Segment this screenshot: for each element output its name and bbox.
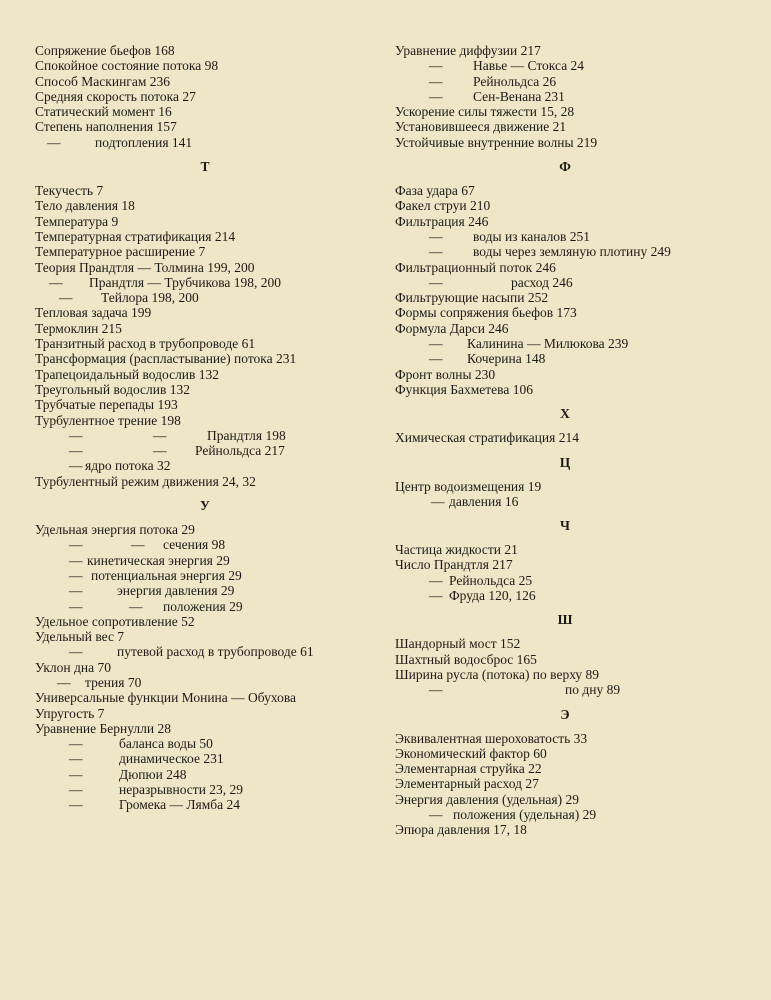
index-entry-text: кинетическая энергия 29	[87, 552, 230, 568]
index-subentry	[35, 782, 375, 797]
index-entry	[395, 479, 735, 494]
index-entry-text: Устойчивые внутренние волны 219	[395, 134, 598, 150]
index-entry	[395, 731, 735, 746]
index-subentry	[35, 428, 375, 443]
index-entry-text: Элементарный расход 27	[395, 776, 539, 792]
index-entry-text: Формы сопряжения бьефов 173	[395, 305, 577, 321]
index-entry-text: Факел струи 210	[395, 198, 491, 214]
index-entry-text: Рейнольдса 217	[195, 443, 285, 459]
index-entry-text: Шандорный мост 152	[395, 636, 521, 652]
index-entry-text: потенциальная энергия 29	[91, 567, 242, 583]
index-entry-text: расход 246	[511, 274, 573, 290]
ditto-dash: —	[429, 588, 443, 604]
index-letter-heading: Ц	[559, 454, 571, 470]
index-entry-text: динамическое 231	[119, 751, 224, 767]
index-entry	[35, 629, 375, 644]
ditto-dash: —	[69, 644, 83, 660]
index-entry-text: Уклон дна 70	[35, 659, 111, 675]
index-entry-text: Центр водоизмещения 19	[395, 478, 542, 494]
index-entry	[395, 382, 735, 397]
ditto-dash: —	[69, 766, 83, 782]
index-entry	[35, 614, 375, 629]
index-entry-text: Сопряжение бьефов 168	[35, 43, 175, 58]
index-entry-text: Фаза удара 67	[395, 183, 475, 199]
index-entry-text: Ускорение силы тяжести 15, 28	[395, 104, 575, 120]
index-entry	[395, 119, 735, 134]
ditto-dash: —	[131, 537, 145, 553]
index-entry	[35, 321, 375, 336]
ditto-dash: —	[69, 567, 83, 583]
index-entry	[35, 351, 375, 366]
index-entry-text: Трапецоидальный водослив 132	[35, 366, 220, 382]
index-entry	[395, 198, 735, 213]
index-entry-text: Громека — Лямба 24	[119, 797, 240, 813]
index-entry	[395, 321, 735, 336]
index-entry-text: Эквивалентная шероховатость 33	[395, 730, 588, 746]
index-entry-text: Число Прандтля 217	[395, 557, 513, 573]
index-entry-text: Треугольный водослив 132	[35, 381, 190, 397]
ditto-dash: —	[69, 583, 83, 599]
index-entry-text: Ширина русла (потока) по верху 89	[395, 666, 600, 682]
index-entry	[395, 305, 735, 320]
index-entry	[35, 397, 375, 412]
ditto-dash: —	[429, 58, 443, 74]
index-entry-text: Калинина — Милюкова 239	[467, 336, 629, 352]
index-entry	[35, 89, 375, 104]
index-entry-text: Функция Бахметева 106	[395, 381, 533, 397]
index-subentry	[395, 682, 735, 697]
index-entry	[395, 667, 735, 682]
ditto-dash: —	[429, 806, 443, 822]
ditto-dash: —	[69, 598, 83, 614]
ditto-dash: —	[429, 73, 443, 89]
index-entry-text: Статический момент 16	[35, 104, 172, 120]
index-entry	[35, 413, 375, 428]
index-entry-text: Температурное расширение 7	[35, 244, 206, 260]
index-subentry	[35, 767, 375, 782]
index-entry-text: Эпюра давления 17, 18	[395, 822, 527, 838]
index-entry-text: воды из каналов 251	[473, 228, 591, 244]
index-entry-text: Прандтля — Трубчикова 198, 200	[89, 274, 282, 290]
index-subentry	[35, 675, 375, 690]
ditto-dash: —	[49, 274, 63, 290]
index-entry	[35, 104, 375, 119]
index-entry-text: сечения 98	[163, 537, 226, 553]
index-letter-heading: Ф	[559, 159, 571, 175]
index-entry	[35, 367, 375, 382]
index-entry-text: по дну 89	[565, 682, 621, 698]
index-entry	[35, 336, 375, 351]
index-entry-text: неразрывности 23, 29	[119, 782, 244, 798]
index-entry-text: Рейнольдса 25	[449, 572, 533, 588]
index-entry	[395, 430, 735, 445]
index-entry-text: Дюпюи 248	[119, 766, 187, 782]
index-entry	[35, 706, 375, 721]
index-subentry	[395, 588, 735, 603]
index-entry-text: положения (удельная) 29	[453, 806, 597, 822]
index-entry-text: Удельный вес 7	[35, 629, 125, 645]
index-entry-text: Уравнение Бернулли 28	[35, 720, 171, 736]
index-entry-text: путевой расход в трубопроводе 61	[117, 644, 314, 660]
index-entry	[35, 198, 375, 213]
index-subentry	[35, 537, 375, 552]
index-subentry	[35, 751, 375, 766]
index-entry-text: Фильтрующие насыпи 252	[395, 290, 549, 306]
index-entry	[395, 776, 735, 791]
index-letter-heading: Т	[200, 159, 210, 175]
index-subentry	[395, 58, 735, 73]
index-entry-text: Тейлора 198, 200	[101, 290, 199, 306]
index-entry	[35, 382, 375, 397]
index-subentry	[35, 553, 375, 568]
index-entry-text: давления 16	[449, 493, 519, 509]
index-entry-text: Кочерина 148	[467, 351, 546, 367]
index-entry-text: Прандтля 198	[207, 427, 286, 443]
index-column-right	[395, 43, 735, 838]
ditto-dash: —	[69, 751, 83, 767]
index-column-left	[35, 43, 375, 813]
index-entry-text: Элементарная струйка 22	[395, 761, 542, 777]
index-entry	[35, 229, 375, 244]
index-subentry	[35, 568, 375, 583]
index-entry	[35, 119, 375, 134]
index-entry	[35, 244, 375, 259]
index-entry	[35, 721, 375, 736]
index-entry	[395, 367, 735, 382]
index-entry	[395, 104, 735, 119]
index-subentry	[35, 275, 375, 290]
ditto-dash: —	[153, 443, 167, 459]
index-entry	[35, 74, 375, 89]
index-entry	[395, 761, 735, 776]
ditto-dash: —	[153, 427, 167, 443]
index-entry-text: Энергия давления (удельная) 29	[395, 791, 579, 807]
index-entry-text: Шахтный водосброс 165	[395, 651, 537, 667]
index-entry	[395, 822, 735, 837]
index-entry-text: Тело давления 18	[35, 198, 135, 214]
index-entry-text: баланса воды 50	[119, 736, 213, 752]
index-subentry	[35, 458, 375, 473]
index-entry-text: Установившееся движение 21	[395, 119, 567, 135]
index-subentry	[395, 244, 735, 259]
index-entry-text: Температура 9	[35, 213, 119, 229]
index-entry-text: воды через земляную плотину 249	[473, 244, 671, 260]
index-entry-text: Транзитный расход в трубопроводе 61	[35, 336, 256, 352]
index-entry-text: Уравнение диффузии 217	[395, 43, 541, 58]
index-entry-text: Химическая стратификация 214	[395, 430, 579, 446]
index-entry-text: Частица жидкости 21	[395, 542, 518, 558]
index-entry-text: Универсальные функции Монина — Обухова	[35, 690, 297, 706]
index-subentry	[395, 336, 735, 351]
index-entry-text: Фруда 120, 126	[449, 588, 536, 604]
ditto-dash: —	[69, 736, 83, 752]
index-subentry	[395, 74, 735, 89]
index-entry	[35, 214, 375, 229]
ditto-dash: —	[429, 274, 443, 290]
index-entry	[395, 557, 735, 572]
index-entry-text: Фронт волны 230	[395, 366, 496, 382]
index-entry-text: Навье — Стокса 24	[473, 58, 585, 74]
ditto-dash: —	[69, 537, 83, 553]
index-entry	[35, 690, 375, 705]
ditto-dash: —	[429, 682, 443, 698]
index-entry-text: Фильтрационный поток 246	[395, 259, 556, 275]
index-subentry	[35, 135, 375, 150]
index-subentry	[35, 599, 375, 614]
index-letter-heading: Х	[560, 406, 570, 422]
ditto-dash: —	[69, 458, 83, 474]
index-entry	[395, 792, 735, 807]
index-entry-text: подтопления 141	[95, 134, 193, 150]
index-entry-text: Формула Дарси 246	[395, 320, 509, 336]
index-entry-text: Турбулентное трение 198	[35, 412, 181, 428]
index-entry	[395, 652, 735, 667]
index-entry	[35, 183, 375, 198]
index-subentry	[35, 583, 375, 598]
index-entry-text: Трубчатые перепады 193	[35, 397, 178, 413]
index-subentry	[35, 644, 375, 659]
index-subentry	[395, 807, 735, 822]
index-entry-text: Теория Прандтля — Толмина 199, 200	[35, 259, 255, 275]
index-subentry	[395, 275, 735, 290]
ditto-dash: —	[47, 134, 61, 150]
index-entry	[395, 746, 735, 761]
index-entry-text: Термоклин 215	[35, 320, 122, 336]
ditto-dash: —	[57, 674, 71, 690]
index-subentry	[395, 351, 735, 366]
index-entry-text: Трансформация (распластывание) потока 231	[35, 351, 297, 367]
index-entry	[35, 474, 375, 489]
index-entry	[395, 183, 735, 198]
ditto-dash: —	[429, 228, 443, 244]
ditto-dash: —	[429, 572, 443, 588]
index-entry-text: Сен-Венана 231	[473, 88, 565, 104]
index-letter-heading: Ч	[560, 518, 570, 534]
ditto-dash: —	[59, 290, 73, 306]
index-letter-heading: У	[200, 498, 210, 514]
index-entry-text: ядро потока 32	[85, 458, 171, 474]
ditto-dash: —	[431, 493, 445, 509]
index-entry-text: Рейнольдса 26	[473, 73, 557, 89]
ditto-dash: —	[429, 351, 443, 367]
index-entry-text: Текучесть 7	[35, 183, 104, 199]
index-entry	[35, 305, 375, 320]
ditto-dash: —	[429, 88, 443, 104]
ditto-dash: —	[69, 427, 83, 443]
index-entry	[395, 43, 735, 58]
index-entry-text: Экономический фактор 60	[395, 745, 547, 761]
ditto-dash: —	[129, 598, 143, 614]
index-entry-text: Фильтрация 246	[395, 213, 489, 229]
index-entry	[395, 135, 735, 150]
index-entry-text: Температурная стратификация 214	[35, 228, 236, 244]
index-entry-text: трения 70	[85, 674, 142, 690]
index-entry-text: Удельное сопротивление 52	[35, 613, 195, 629]
ditto-dash: —	[69, 443, 83, 459]
ditto-dash: —	[429, 336, 443, 352]
index-letter-heading: Э	[560, 706, 570, 722]
index-entry-text: Удельная энергия потока 29	[35, 522, 195, 538]
index-letter-heading: Ш	[557, 612, 573, 628]
index-entry-text: Способ Маскингам 236	[35, 73, 170, 89]
index-subentry	[35, 443, 375, 458]
index-subentry	[35, 797, 375, 812]
index-entry-text: Тепловая задача 199	[35, 305, 152, 321]
index-entry	[395, 290, 735, 305]
index-entry	[395, 542, 735, 557]
ditto-dash: —	[69, 797, 83, 813]
index-entry-text: Степень наполнения 157	[35, 119, 177, 135]
ditto-dash: —	[69, 782, 83, 798]
index-entry-text: Средняя скорость потока 27	[35, 88, 196, 104]
index-subentry	[395, 494, 735, 509]
ditto-dash: —	[429, 244, 443, 260]
index-entry-text: Турбулентный режим движения 24, 32	[35, 473, 256, 489]
index-subentry	[35, 736, 375, 751]
index-entry	[35, 58, 375, 73]
index-entry	[35, 660, 375, 675]
index-entry	[35, 522, 375, 537]
index-entry	[395, 636, 735, 651]
index-entry-text: энергия давления 29	[117, 583, 235, 599]
index-entry	[395, 260, 735, 275]
index-subentry	[35, 290, 375, 305]
index-subentry	[395, 89, 735, 104]
index-subentry	[395, 573, 735, 588]
index-entry	[35, 260, 375, 275]
index-entry-text: положения 29	[163, 598, 243, 614]
index-entry-text: Спокойное состояние потока 98	[35, 58, 219, 74]
index-entry	[35, 43, 375, 58]
index-entry-text: Упругость 7	[35, 705, 105, 721]
index-entry	[395, 214, 735, 229]
ditto-dash: —	[69, 552, 83, 568]
index-subentry	[395, 229, 735, 244]
